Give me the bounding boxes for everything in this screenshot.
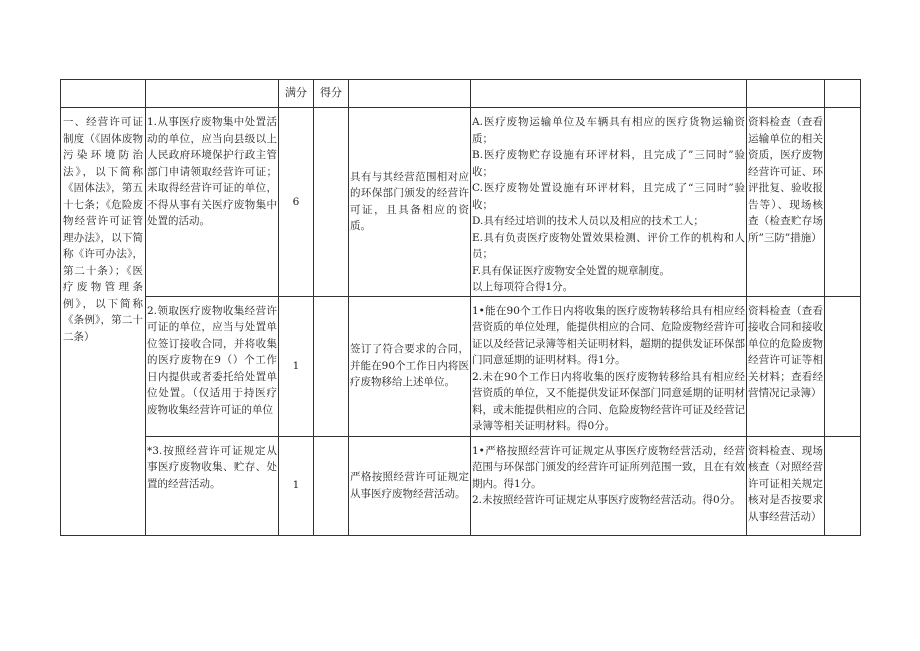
method-cell: 资料检查（查看接收合同和接收单位的危险废物经营许可证等相关材料；查看经营情况记录簿） (747, 296, 825, 436)
header-cell-method (747, 80, 825, 108)
item-cell: *3.按照经营许可证规定从事医疗废物收集、贮存、处置的经营活动。 (146, 436, 279, 535)
remark-cell (825, 108, 861, 297)
header-cell-basic (349, 80, 471, 108)
item-cell: 2.领取医疗废物收集经营许可证的单位，应当与处置单位签订接收合同，并将收集的医疗废物在9（）个工作日内提供或者委托给处置单位处置。（仅适用于持医疗废物收集经营许可证的单位 (146, 296, 279, 436)
criteria-cell (471, 296, 747, 436)
criteria-line: F.具有保证医疗废物安全处置的规章制度。 (472, 264, 670, 277)
evaluation-table (60, 79, 861, 536)
table-row (61, 436, 861, 535)
criteria-line: 2.未按照经营许可证规定从事医疗废物经营活动。得0分。 (472, 494, 741, 506)
item-cell: 1.从事医疗废物集中处置活动的单位，应当向县级以上人民政府环境保护行政主管部门申请领取经营许可证；未取得经营许可证的单位，不得从事有关医疗废物集中处置的活动。 (146, 108, 279, 297)
header-row (61, 80, 861, 108)
basic-requirement-cell: 严格按照经营许可证规定从事医疗废物经营活动。 (349, 436, 471, 535)
criteria-cell (471, 108, 747, 297)
criteria-line: C.医疗废物处置设施有环评材料，且完成了“三同时”验收； (472, 182, 745, 211)
category-cell: 一、经营许可证制度（《固体废物污染环境防治法》，以下简称《固体法》，第五十七条；《危险废物经营许可证管理办法》，以下简称《许可办法》，第二十条）；《医疗废物管理条例》，以下简称《条例》，第二十二条） (61, 108, 146, 536)
remark-cell (825, 296, 861, 436)
criteria-line: A.医疗废物运输单位及车辆具有相应的医疗货物运输资质； (472, 116, 745, 145)
header-cell-criteria (471, 80, 747, 108)
criteria-line: B.医疗废物贮存设施有环评材料，且完成了”三同时”验收； (472, 149, 745, 178)
score-cell (314, 436, 349, 535)
header-full-score: 满分 (279, 80, 314, 108)
basic-requirement-cell: 签订了符合要求的合同，并能在90个工作日内将医疗废物移给上述单位。 (349, 296, 471, 436)
header-cell-category (61, 80, 146, 108)
criteria-cell (471, 436, 747, 535)
method-cell: 资料检查（查看运输单位的相关资质，医疗废物经营许可证、环评批复、验收报告等）、现场核查（检查贮存场所”三防”措施） (747, 108, 825, 297)
criteria-line: E.具有负责医疗废物处置效果检测、评价工作的机构和人员； (472, 231, 745, 260)
header-cell-item (146, 80, 279, 108)
remark-cell (825, 436, 861, 535)
score-cell (314, 108, 349, 297)
full-score-cell: 6 (279, 108, 314, 297)
method-cell: 资料检查、现场核查（对照经营许可证相关规定核对是否按要求从事经营活动） (747, 436, 825, 535)
score-cell (314, 296, 349, 436)
criteria-line: D.具有经过培训的技术人员以及相应的技术工人； (472, 215, 704, 227)
criteria-line: 1•严格按照经营许可证规定从事医疗废物经营活动，经营范围与环保部门颁发的经营许可证所列范围一致，且在有效期内。得1分。 (472, 444, 745, 490)
criteria-line: 以上每项符合得1分。 (472, 281, 574, 293)
full-score-cell: 1 (279, 436, 314, 535)
table-row (61, 108, 861, 297)
basic-requirement-cell: 具有与其经营范围相对应的环保部门颁发的经营许可证，且具备相应的资质。 (349, 108, 471, 297)
table-row (61, 296, 861, 436)
criteria-line: 1•能在90个工作日内将收集的医疗废物转移给具有相应经营资质的单位处理，能提供相应的合同、危险废物经营许可证以及经营记录簿等相关证明材料，超期的提供发证环保部门同意延期的证明材料。得1分。 (472, 304, 745, 366)
full-score-cell: 1 (279, 296, 314, 436)
criteria-line: 2.未在90个工作日内将收集的医疗废物转移给具有相应经营资质的单位，又不能提供发证环保部门同意延期的证明材料，或未能提供相应的合同、危险废物经营许可证及经营记录簿等相关证明材料。得0分。 (472, 370, 745, 432)
header-score: 得分 (314, 80, 349, 108)
header-cell-remark (825, 80, 861, 108)
